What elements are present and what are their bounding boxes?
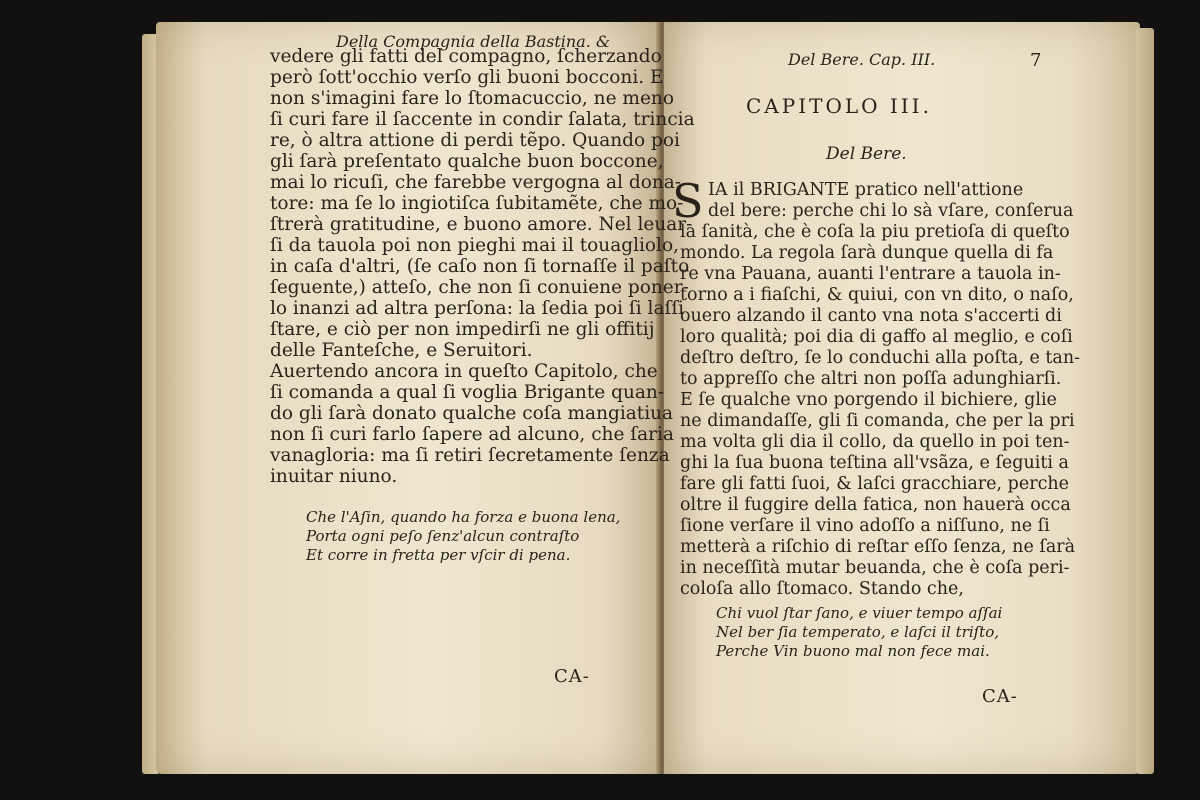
right-body-line: ne dimandaſſe, gli ſi comanda, che per la pri	[680, 411, 1075, 431]
left-catchword: CA-	[554, 666, 590, 687]
left-running-head: Della Compagnia della Bastina. &	[336, 32, 611, 51]
left-body-line: lo inanzi ad altra perſona: la ſedia poi ſi laſſi	[270, 298, 685, 319]
right-body-line: deſtro deſtro, ſe lo conduchi alla poſta, e tan-	[680, 348, 1081, 368]
left-body-line: re, ò altra attione di perdi tẽpo. Quando poi	[270, 130, 680, 151]
right-body-line: del bere: perche chi lo sà vſare, conſerua	[708, 201, 1074, 221]
right-body-line: E ſe qualche vno porgendo il bichiere, glie	[680, 390, 1057, 410]
left-verse-line: Et corre in fretta per vſcir di pena.	[306, 546, 571, 564]
right-verse	[716, 604, 1002, 661]
right-body-line: ma volta gli dia il collo, da quello in poi ten-	[680, 432, 1070, 452]
right-page-edge	[1136, 28, 1154, 774]
chapter-subtitle: Del Bere.	[826, 144, 907, 164]
left-verse	[306, 508, 620, 565]
right-body-line: fare gli fatti ſuoi, & laſci gracchiare, perche	[680, 474, 1070, 494]
left-body-line: ſi curi fare il ſaccente in condir ſalata, trincia	[270, 109, 695, 130]
left-body-line: ſtare, e ciò per non impedirſi ne gli offitij	[270, 319, 655, 340]
left-verse-line: Che l'Aſin, quando ha forza e buona lena,	[306, 508, 621, 526]
left-body-line: ſi da tauola poi non pieghi mai il touagliolo,	[270, 235, 679, 256]
left-body-text	[270, 46, 695, 487]
right-body-line: to appreſſo che altri non poſſa adunghiarſi.	[680, 369, 1062, 389]
left-body-line: vanagloria: ma ſi retiri ſecretamente ſenza	[270, 445, 670, 466]
left-body-line: mai lo ricuſi, che farebbe vergogna al dona-	[270, 172, 682, 193]
right-body-line: coloſa allo ſtomaco. Stando che,	[680, 579, 964, 599]
right-verse-line: Chi vuol ſtar ſano, e viuer tempo aſſai	[716, 604, 1003, 622]
left-body-line: ſeguente,) atteſo, che non ſi conuiene poner-	[270, 277, 689, 298]
right-body-line: mondo. La regola ſarà dunque quella di fa	[680, 243, 1054, 263]
left-body-line: Auertendo ancora in queſto Capitolo, che	[270, 361, 658, 382]
left-body-line: gli ſarà preſentato qualche buon boccone,	[270, 151, 664, 172]
right-body-line: re vna Pauana, auanti l'entrare a tauola in-	[680, 264, 1061, 284]
left-body-line: tore: ma ſe lo ingiotiſca ſubitamẽte, che mo-	[270, 193, 684, 214]
right-body-text	[680, 180, 1080, 600]
right-body-line: in neceſſità mutar beuanda, che è coſa peri-	[680, 558, 1070, 578]
right-body-line: ouero alzando il canto vna nota s'accerti di	[680, 306, 1062, 326]
open-book	[140, 14, 1160, 778]
right-catchword: CA-	[982, 686, 1018, 707]
left-verse-line: Porta ogni peſo ſenz'alcun contraſto	[306, 527, 580, 545]
left-body-line: vedere gli fatti del compagno, ſcherzando	[270, 46, 662, 67]
left-body-line: do gli ſarà donato qualche coſa mangiatiua	[270, 403, 674, 424]
right-body-line: torno a i fiaſchi, & quiui, con vn dito, o naſo,	[680, 285, 1074, 305]
right-body-line: oltre il fuggire della fatica, non hauerà occa	[680, 495, 1071, 515]
left-body-line: in caſa d'altri, (ſe caſo non ſi tornaſſe il paſto	[270, 256, 690, 277]
left-body-line: però ſott'occhio verſo gli buoni bocconi. E	[270, 67, 664, 88]
right-body-line: IA il BRIGANTE pratico nell'attione	[708, 180, 1024, 200]
right-body-line: loro qualità; poi dia di gaffo al meglio, e coſi	[680, 327, 1073, 347]
right-body-line: ghi la ſua buona teſtina all'vsãza, e ſeguiti a	[680, 453, 1069, 473]
right-verse-line: Perche Vin buono mal non fece mai.	[716, 642, 990, 660]
right-body-line: ſione verſare il vino adoſſo a niſſuno, ne ſi	[680, 516, 1050, 536]
left-body-line: delle Fanteſche, e Seruitori.	[270, 340, 533, 361]
left-body-line: ſtrerà gratitudine, e buono amore. Nel leuar-	[270, 214, 693, 235]
right-body-line: la ſanità, che è coſa la piu pretioſa di queſto	[680, 222, 1070, 242]
left-body-line: non ſi curi farlo ſapere ad alcuno, che ſaria	[270, 424, 674, 445]
left-body-line: non s'imagini fare lo ſtomacuccio, ne meno	[270, 88, 674, 109]
right-running-head: Del Bere. Cap. III.	[788, 50, 936, 69]
right-verse-line: Nel ber ſia temperato, e laſci il triſto,	[716, 623, 1000, 641]
page-number: 7	[1030, 50, 1042, 71]
drop-cap: S	[672, 174, 704, 228]
left-body-line: ſi comanda a qual ſi voglia Brigante quan-	[270, 382, 665, 403]
left-body-line: inuitar niuno.	[270, 466, 398, 487]
right-body-line: metterà a riſchio di reſtar eſſo ſenza, ne ſarà	[680, 537, 1076, 557]
chapter-title: CAPITOLO III.	[746, 94, 932, 118]
